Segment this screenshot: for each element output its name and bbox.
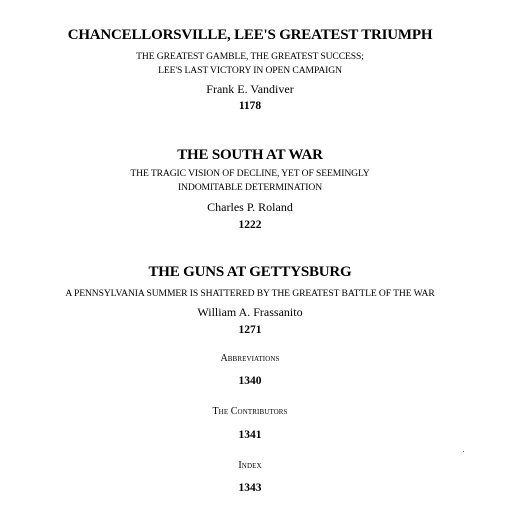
entry-author: Frank E. Vandiver xyxy=(206,82,294,96)
entry-title: CHANCELLORSVILLE, LEE'S GREATEST TRIUMPH xyxy=(67,27,433,43)
entry-subtitle-line: A PENNSYLVANIA SUMMER IS SHATTERED BY THE GREATEST BATTLE OF THE WAR xyxy=(65,288,435,299)
scan-speck xyxy=(463,451,464,452)
entry-title: THE SOUTH AT WAR xyxy=(177,147,323,163)
back-matter-label-contributors: The Contributors xyxy=(212,406,288,417)
back-matter-page-number: 1343 xyxy=(238,482,262,494)
back-matter-label-abbreviations: Abbreviations xyxy=(220,353,280,364)
entry-subtitle-line: THE TRAGIC VISION OF DECLINE, YET OF SEEMINGLY xyxy=(130,168,370,179)
entry-page-number: 1222 xyxy=(238,219,262,231)
back-matter-page-number: 1340 xyxy=(238,375,262,387)
entry-page-number: 1178 xyxy=(238,100,262,112)
entry-author: Charles P. Roland xyxy=(207,200,293,214)
back-matter-label-index: Index xyxy=(238,460,262,471)
entry-page-number: 1271 xyxy=(238,324,262,336)
entry-subtitle-line: LEE'S LAST VICTORY IN OPEN CAMPAIGN xyxy=(158,65,342,76)
entry-subtitle-line: THE GREATEST GAMBLE, THE GREATEST SUCCESS; xyxy=(136,51,364,62)
back-matter-page-number: 1341 xyxy=(238,429,262,441)
entry-subtitle-line: INDOMITABLE DETERMINATION xyxy=(177,182,323,193)
entry-author: William A. Frassanito xyxy=(197,305,303,319)
entry-title: THE GUNS AT GETTYSBURG xyxy=(148,264,352,280)
